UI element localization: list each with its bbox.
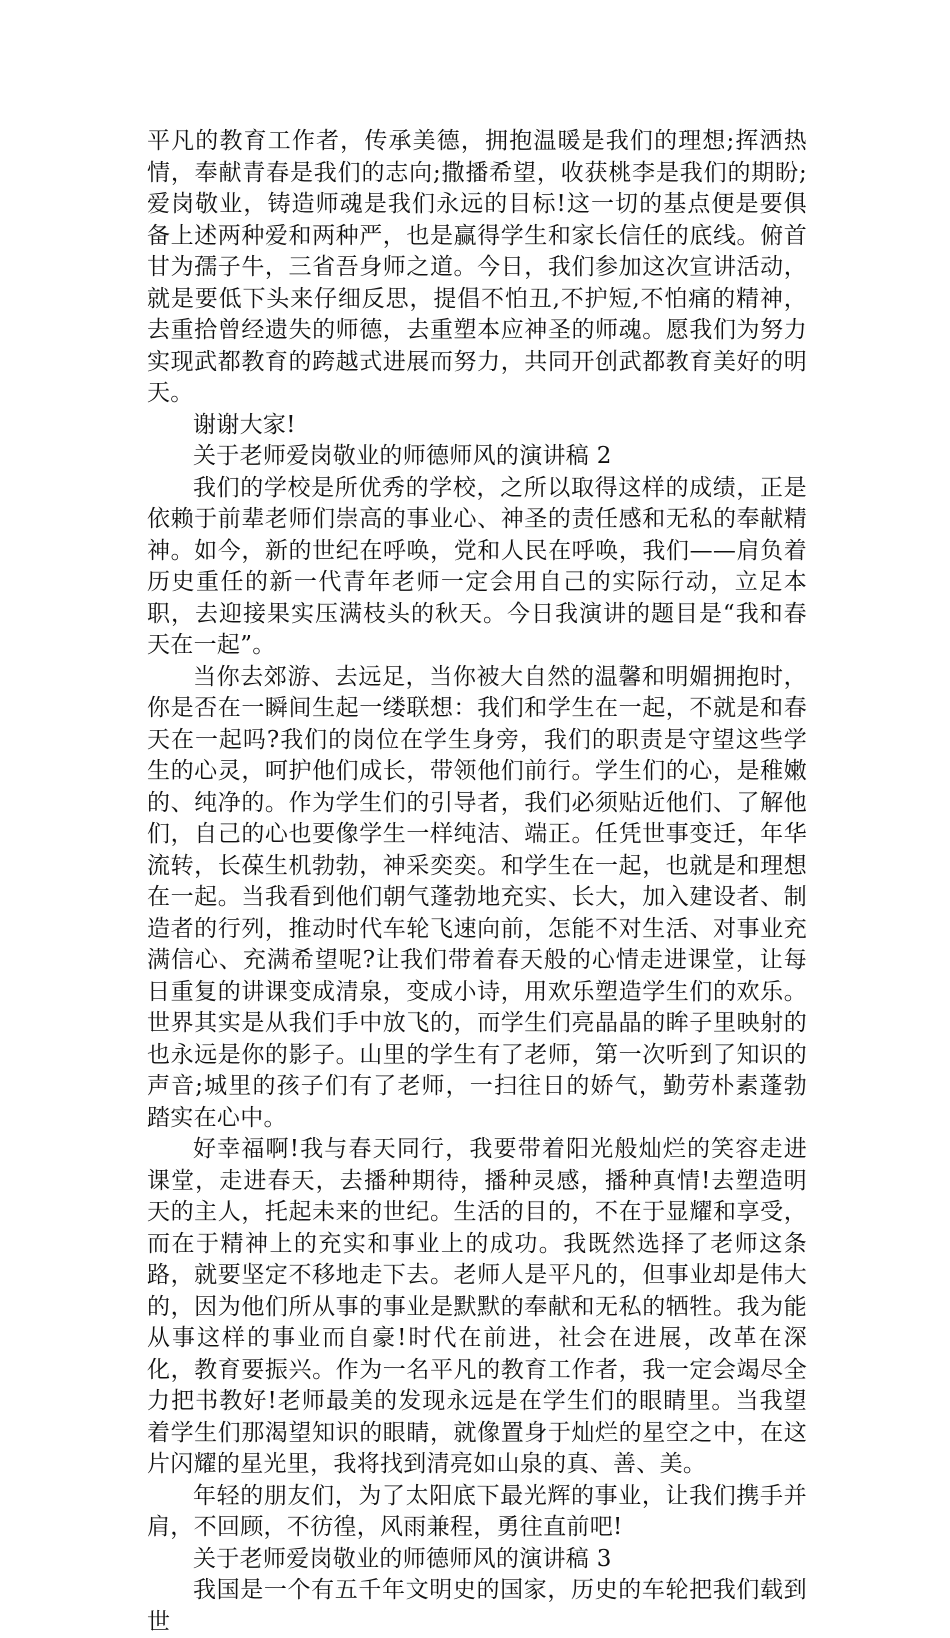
body-paragraph: 好幸福啊!我与春天同行，我要带着阳光般灿烂的笑容走进课堂，走进春天，去播种期待，播种灵感，播种真情!去塑造明天的主人，托起未来的世纪。生活的目的，不在于显耀和享受，而在于精神上的充实和事业上的成功。我既然选择了老师这条路，就要坚定不移地走下去。老师人是平凡的，但事业却是伟大的，因为他们所从事的事业是默默的奉献和无私的牺牲。我为能从事这样的事业而自豪!时代在前进，社会在进展，改革在深化，教育要振兴。作为一名平凡的教育工作者，我一定会竭尽全力把书教好!老师最美的发现永远是在学生们的眼睛里。当我望着学生们那渴望知识的眼睛，就像置身于灿烂的星空之中，在这片闪耀的星光里，我将找到清亮如山泉的真、善、美。 [147,1136,807,1477]
body-paragraph: 当你去郊游、去远足，当你被大自然的温馨和明媚拥抱时，你是否在一瞬间生起一缕联想：我们和学生在一起，不就是和春天在一起吗?我们的岗位在学生身旁，我们的职责是守望这些学生的心灵，呵护他们成长，带领他们前行。学生们的心，是稚嫩的、纯净的。作为学生们的引导者，我们必须贴近他们、了解他们，自己的心也要像学生一样纯洁、端正。任凭世事变迁，年华流转，长葆生机勃勃，神采奕奕。和学生在一起，也就是和理想在一起。当我看到他们朝气蓬勃地充实、长大，加入建设者、制造者的行列，推动时代车轮飞速向前，怎能不对生活、对事业充满信心、充满希望呢?让我们带着春天般的心情走进课堂，让每日重复的讲课变成清泉，变成小诗，用欢乐塑造学生们的欢乐。世界其实是从我们手中放飞的，而学生们亮晶晶的眸子里映射的也永远是你的影子。山里的学生有了老师，第一次听到了知识的声音;城里的孩子们有了老师，一扫往日的娇气，勤劳朴素蓬勃踏实在心中。 [147,663,807,1131]
document-body [147,126,807,1638]
section-heading: 关于老师爱岗敬业的师德师风的演讲稿 3 [193,1545,612,1572]
closing-line: 谢谢大家! [193,411,296,438]
body-paragraph: 平凡的教育工作者，传承美德，拥抱温暖是我们的理想;挥洒热情，奉献青春是我们的志向;撒播希望，收获桃李是我们的期盼;爱岗敬业，铸造师魂是我们永远的目标!这一切的基点便是要俱备上述两种爱和两种严，也是赢得学生和家长信任的底线。俯首甘为孺子牛，三省吾身师之道。今日，我们参加这次宣讲活动，就是要低下头来仔细反思，提倡不怕丑,不护短,不怕痛的精神，去重拾曾经遗失的师德，去重塑本应神圣的师魂。愿我们为努力实现武都教育的跨越式进展而努力，共同开创武都教育美好的明天。 [147,128,807,406]
body-paragraph: 我们的学校是所优秀的学校，之所以取得这样的成绩，正是依赖于前辈老师们崇高的事业心、神圣的责任感和无私的奉献精神。如今，新的世纪在呼唤，党和人民在呼唤，我们——肩负着历史重任的新一代青年老师一定会用自己的实际行动，立足本职，去迎接果实压满枝头的秋天。今日我演讲的题目是“我和春天在一起”。 [147,474,807,658]
section-heading: 关于老师爱岗敬业的师德师风的演讲稿 2 [193,443,612,469]
body-paragraph: 我国是一个有五千年文明史的国家，历史的车轮把我们载到世 [147,1577,807,1635]
body-paragraph: 年轻的朋友们，为了太阳底下最光辉的事业，让我们携手并肩，不回顾，不彷徨，风雨兼程，勇往直前吧! [147,1482,807,1540]
